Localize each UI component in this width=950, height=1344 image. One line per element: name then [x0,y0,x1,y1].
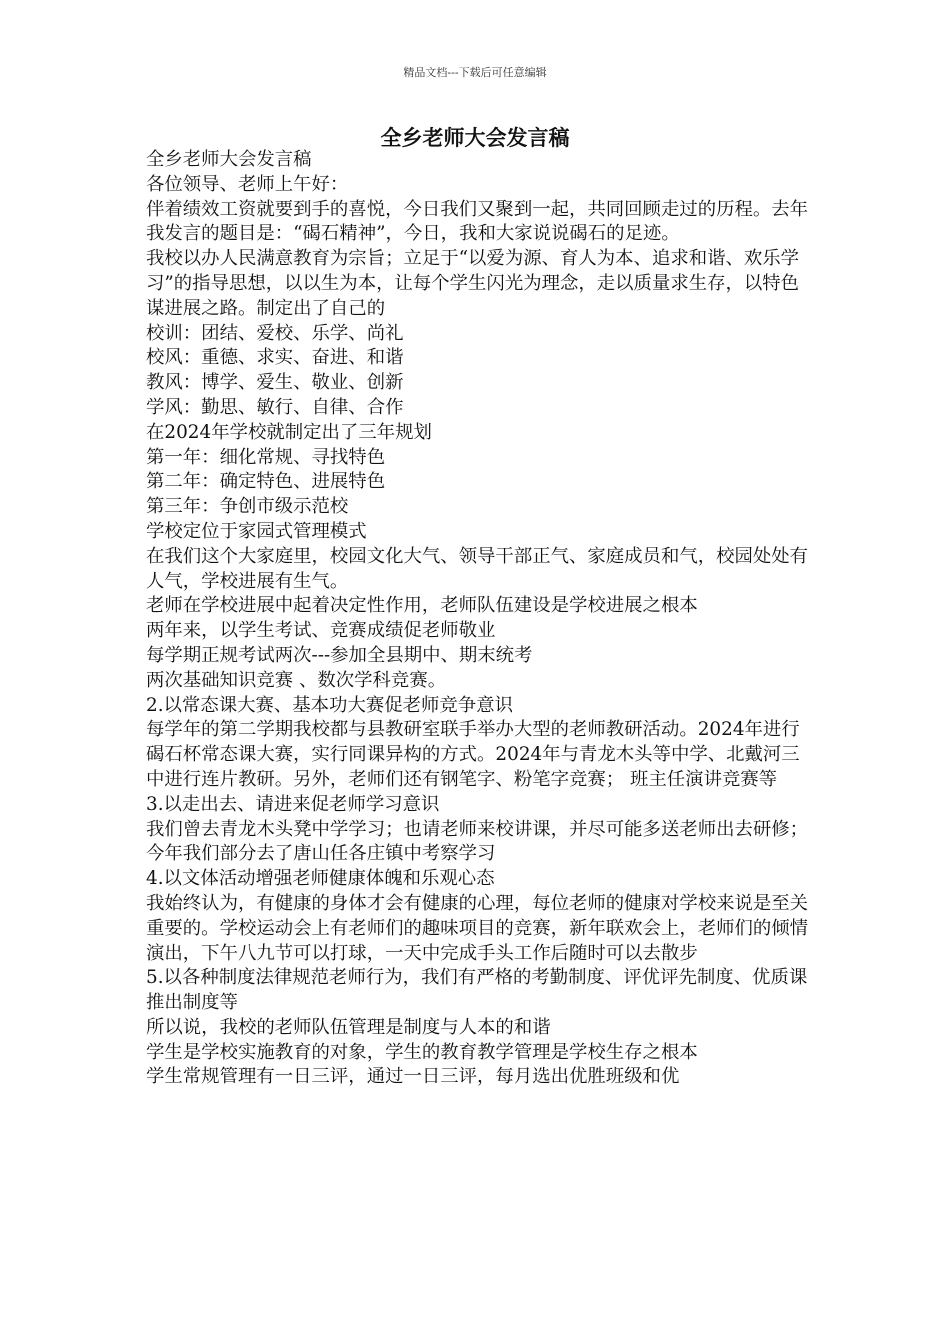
paragraph: 每学期正规考试两次---参加全县期中、期末统考 [146,644,533,666]
paragraph: 所以说，我校的老师队伍管理是制度与人本的和谐 [146,1016,551,1038]
paragraph: 学生常规管理有一日三评，通过一日三评，每月选出优胜班级和优 [146,1066,680,1088]
paragraph: 校训：团结、爱校、乐学、尚礼 [146,322,404,344]
paragraph: 伴着绩效工资就要到手的喜悦，今日我们又聚到一起，共同回顾走过的历程。去年我发言的题目是：“碣石精神”，今日，我和大家说说碣石的足迹。 [146,198,809,245]
paragraph: 在2024年学校就制定出了三年规划 [146,421,432,443]
paragraph: 全乡老师大会发言稿 [146,149,312,170]
paragraph: 第一年：细化常规、寻找特色 [146,446,386,468]
paragraph: 学校定位于家园式管理模式 [146,520,367,542]
paragraph: 学生是学校实施教育的对象，学生的教育教学管理是学校生存之根本 [146,1041,698,1063]
paragraph: 每学年的第二学期我校都与县教研室联手举办大型的老师教研活动。2024年进行碣石杯常态课大赛，实行同课异构的方式。2024年与青龙木头等中学、北戴河三中进行连片教研。另外，老师们还有钢笔字、粉笔字竞赛； 班主任演讲竞赛等 [146,719,800,790]
paragraph: 5.以各种制度法律规范老师行为，我们有严格的考勤制度、评优评先制度、优质课推出制度等 [146,967,808,1014]
page-header: 精品文档---下载后可任意编辑 [403,66,547,79]
paragraph: 老师在学校进展中起着决定性作用，老师队伍建设是学校进展之根本 [146,595,698,617]
paragraph: 教风：博学、爱生、敬业、创新 [146,372,404,394]
paragraph: 我们曾去青龙木头凳中学学习；也请老师来校讲课，并尽可能多送老师出去研修；今年我们部分去了唐山任各庄镇中考察学习 [146,818,809,865]
paragraph: 4.以文体活动增强老师健康体魄和乐观心态 [146,868,495,890]
paragraph: 第二年：确定特色、进展特色 [146,471,386,493]
paragraph: 在我们这个大家庭里，校园文化大气、领导干部正气、家庭成员和气，校园处处有人气，学校进展有生气。 [146,545,809,592]
paragraph: 3.以走出去、请进来促老师学习意识 [146,793,440,815]
paragraph: 学风：勤思、敏行、自律、合作 [146,396,404,418]
paragraph: 2.以常态课大赛、基本功大赛促老师竞争意识 [146,694,513,716]
paragraph: 我始终认为，有健康的身体才会有健康的心理，每位老师的健康对学校来说是至关重要的。学校运动会上有老师们的趣味项目的竞赛，新年联欢会上，老师们的倾情演出，下午八九节可以打球，一天中完成手头工作后随时可以去散步 [146,892,809,964]
paragraph: 第三年：争创市级示范校 [146,496,349,518]
paragraph: 我校以办人民满意教育为宗旨；立足于“以爱为源、育人为本、追求和谐、欢乐学习”的指导思想，以以生为本，让每个学生闪光为理念，走以质量求生存，以特色谋进展之路。制定出了自己的 [146,248,800,319]
paragraph: 两年来，以学生考试、竞赛成绩促老师敬业 [146,620,496,642]
paragraph: 各位领导、老师上午好： [146,173,349,195]
document-title: 全乡老师大会发言稿 [380,125,570,150]
paragraph: 两次基础知识竞赛 、数次学科竞赛。 [146,669,447,691]
paragraph: 校风：重德、求实、奋进、和谐 [146,347,404,369]
document-body [146,148,810,1090]
